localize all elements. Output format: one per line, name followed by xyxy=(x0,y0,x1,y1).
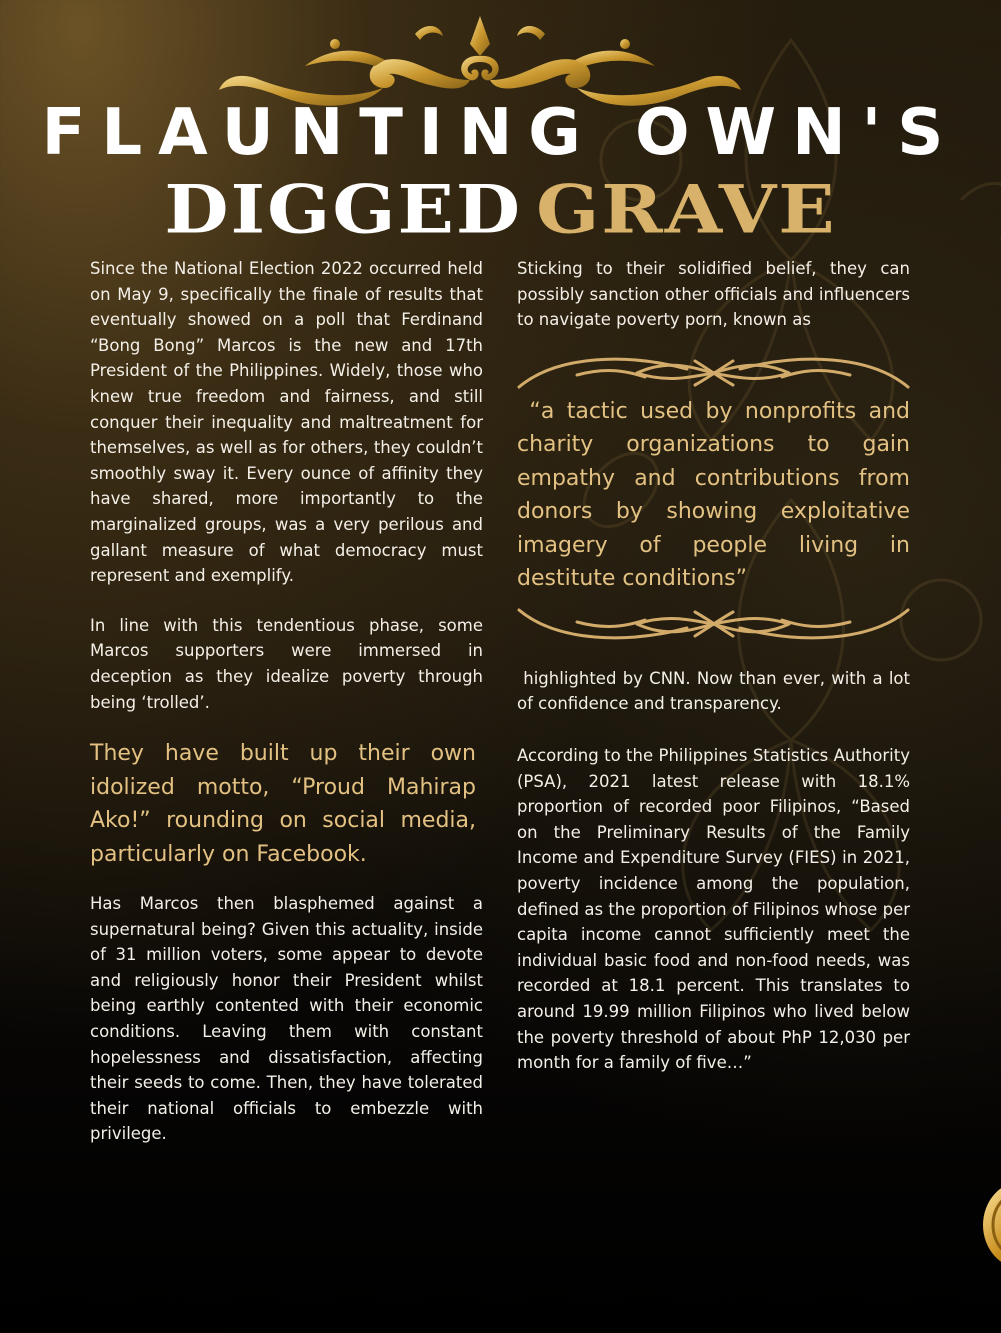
left-paragraph-2: In line with this tendentious phase, some Marcos supporters were immersed in deception as they idealize poverty through being ‘trolled’. xyxy=(90,615,483,712)
highlight-statement: They have built up their own idolized motto, “Proud Mahirap Ako!” rounding on social media, particularly on Facebook. xyxy=(90,741,476,867)
headline-word-grave: GRAVE xyxy=(536,171,837,249)
right-paragraph-1: Sticking to their solidified belief, they can possibly sanction other officials and influencers to navigate poverty porn, known as xyxy=(517,259,910,330)
gold-coin-icon xyxy=(979,1180,1001,1270)
headline-line-1: FLAUNTING OWN'S xyxy=(41,96,960,170)
right-paragraph-2: highlighted by CNN. Now than ever, with a lot of confidence and transparency. xyxy=(517,668,910,714)
headline-word-digged: DIGGED xyxy=(164,171,523,249)
right-paragraph-3: According to the Philippines Statistics Authority (PSA), 2021 latest release with 18.1% proportion of recorded poor Filipinos, “Based on the Preliminary Results of the Family Income and Expenditure Survey (FIES) in 2021, poverty incidence among the population, defined as the proportion of Filipinos whose per capita income cannot sufficiently meet the individual basic food and non-food needs, was recorded at 18.1 percent. This translates to around 19.99 million Filipinos who lived below the poverty threshold of about PhP 12,030 per month for a family of five…” xyxy=(517,745,910,1073)
gold-flourish-divider-icon xyxy=(517,347,910,395)
gold-flourish-divider-icon-bottom xyxy=(517,602,910,650)
left-paragraph-3: Has Marcos then blasphemed against a supernatural being? Given this actuality, inside of 31 million voters, some appear to devote and religiously honor their President whilst being earthly contented with their economic conditions. Leaving them with constant hopelessness and dissatisfaction, affecting their seeds to come. Then, they have tolerated their national officials to embezzle with privilege. xyxy=(90,894,483,1144)
left-paragraph-1: Since the National Election 2022 occurred held on May 9, specifically the finale of results that eventually showed on a poll that Ferdinand “Bong Bong” Marcos is the new and 17th President of the Philippines. Widely, those who knew true freedom and fairness, and still conquer their inequality and maltreatment for themselves, as well as for others, they couldn’t smoothly sway it. Every ounce of affinity they have shared, more importantly to the marginalized groups, was a very perilous and gallant measure of what democracy must represent and exemplify. xyxy=(90,259,483,586)
right-column xyxy=(517,256,910,1076)
headline-line-2 xyxy=(0,172,1001,248)
left-column xyxy=(90,256,483,1147)
poverty-porn-quote: “a tactic used by nonprofits and charity organizations to gain empathy and contributions from donors by showing exploitative imagery of people living in destitute conditions” xyxy=(517,398,910,592)
